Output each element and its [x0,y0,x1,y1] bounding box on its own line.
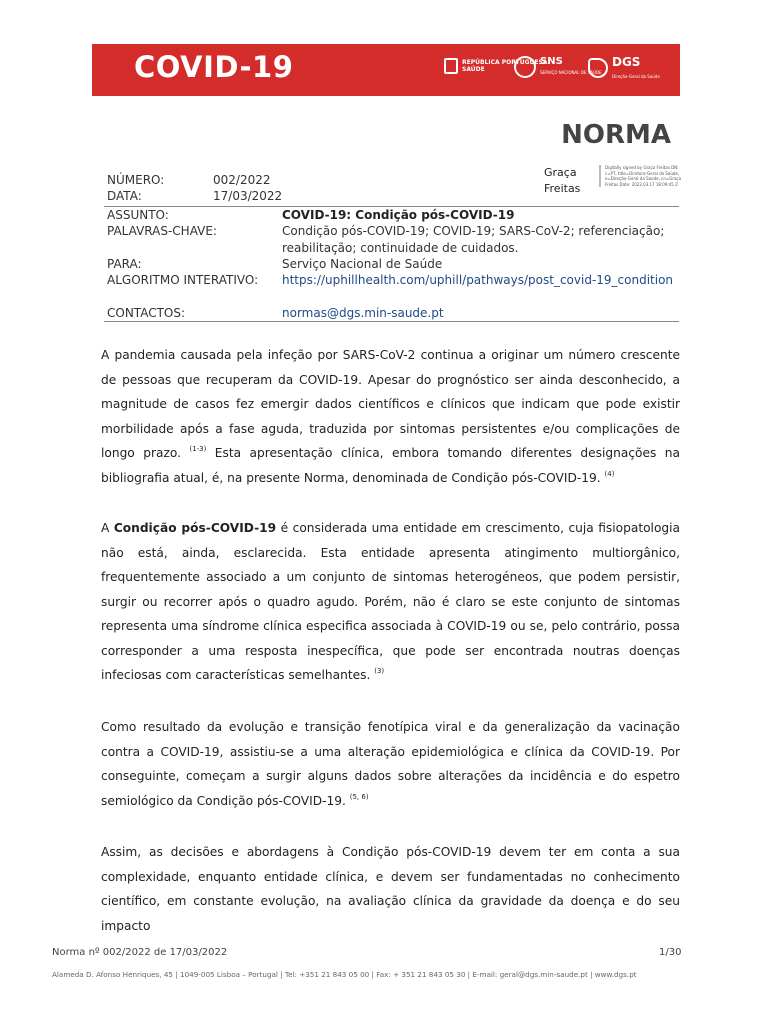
signature-name-line2: Freitas [544,182,581,195]
document-type: NORMA [561,120,671,150]
palavras-chave-value: Condição pós-COVID-19; COVID-19; SARS-CoV-2; referenciação; reabilitação; continuidade de cuidados. [282,224,665,255]
banner-title: COVID-19 [134,50,294,84]
paragraph-1 [101,343,680,490]
dgs-logo-icon [588,58,608,78]
header-banner [92,44,680,96]
data-label: DATA: [107,189,142,203]
paragraph-2 [101,516,680,688]
reference-3: (3) [374,667,385,675]
logo-rp-text: REPÚBLICA PORTUGUESA [462,59,548,66]
logo-dgs-sub: Direção-Geral da Saúde [612,74,660,79]
republica-logo-icon [444,58,458,74]
contactos-label: CONTACTOS: [107,306,186,320]
footer-address: Alameda D. Afonso Henriques, 45 | 1049-005 Lisboa – Portugal | Tel: +351 21 843 05 00 | Fax: + 351 21 843 05 30 | E-mail: geral@dgs.min-saude.pt | www.dgs.pt [52,970,637,979]
algoritmo-link[interactable]: https://uphillhealth.com/uphill/pathways/post_covid-19_condition [282,273,674,287]
page-number: 1/30 [659,947,682,958]
paragraph-3 [101,715,680,813]
logo-dgs-text: DGS [612,55,641,69]
palavras-chave-label: PALAVRAS-CHAVE: [107,224,217,238]
para-value: Serviço Nacional de Saúde [282,257,443,271]
reference-4: (4) [604,469,615,478]
dgs-logo [588,56,660,80]
paragraph-2-text: é considerada uma entidade em crescimento, cuja fisiopatologia não está, ainda, esclarecida. Esta entidade apresenta atingimento multiorgânico, frequentemente associado a um conjunto de sintomas heterogéneos, que podem persistir, surgir ou recorrer após o quadro agudo. Porém, não é claro se este conjunto de sintomas representa uma síndrome clínica especifica associada à COVID-19 ou se, pelo contrário, possa corresponder a uma resposta inespecífica, que pode ser encontrada noutras doenças infeciosas com características semelhantes. [101,521,680,682]
para-label: PARA: [107,257,142,271]
reference-5-6: (5, 6) [349,792,369,801]
algoritmo-label: ALGORITMO INTERATIVO: [107,273,259,287]
signature-name [544,165,580,197]
logo-sns-sub: SERVIÇO NACIONAL DE SAÚDE [540,70,602,75]
paragraph-2-intro: A [101,521,114,535]
sns-logo-icon [514,56,536,78]
data-value: 17/03/2022 [213,189,283,203]
divider-bottom [104,321,679,322]
paragraph-2-bold-term: Condição pós-COVID-19 [113,521,277,535]
paragraph-1-continuation: Esta apresentação clínica, embora tomando diferentes designações na bibliografia atual, é, na presente Norma, denominada de Condição pós-COVID-19. [101,446,680,485]
assunto-label: ASSUNTO: [107,208,169,222]
reference-1-3: (1-3) [189,445,207,453]
logo-rp-sub: SAÚDE [462,66,485,73]
assunto-value: COVID-19: Condição pós-COVID-19 [282,208,515,222]
numero-label: NÚMERO: [107,173,165,187]
paragraph-4 [101,840,680,938]
logo-sns-text: SNS [540,56,563,67]
paragraph-4-text: Assim, as decisões e abordagens à Condição pós-COVID-19 devem ter em conta a sua complexidade, enquanto entidade clínica, e devem ser fundamentadas no conhecimento científico, em constante evolução, na avaliação clínica da gravidade da doença e do seu impacto [101,845,680,933]
numero-value: 002/2022 [213,173,271,187]
contactos-email-link[interactable]: normas@dgs.min-saude.pt [282,306,444,320]
signature-name-line1: Graça [544,166,577,179]
digital-signature-details: Digitally signed by Graça Freitas DN: c=PT, title=Diretora-Geral da Saúde, o=Direção-Geral da Saúde, cn=Graça Freitas Date: 2022.03.17 18:09:45 Z [599,165,683,187]
paragraph-3-text: Como resultado da evolução e transição fenotípica viral e da generalização da vacinação contra a COVID-19, assistiu-se a uma alteração epidemiológica e clínica da COVID-19. Por conseguinte, começam a surgir alguns dados sobre alterações da incidência e do espetro semiológico da Condição pós-COVID-19. [101,720,680,808]
footer-norma-reference: Norma nº 002/2022 de 17/03/2022 [52,947,228,958]
paragraph-1-text: A pandemia causada pela infeção por SARS-CoV-2 continua a originar um número crescente de pessoas que recuperam da COVID-19. Apesar do prognóstico ser ainda desconhecido, a magnitude de casos fez emergir dados científicos e clínicos que indicam que pode existir morbilidade após a fase aguda, traduzida por sintomas persistentes e/ou complicações de longo prazo. [101,348,680,460]
